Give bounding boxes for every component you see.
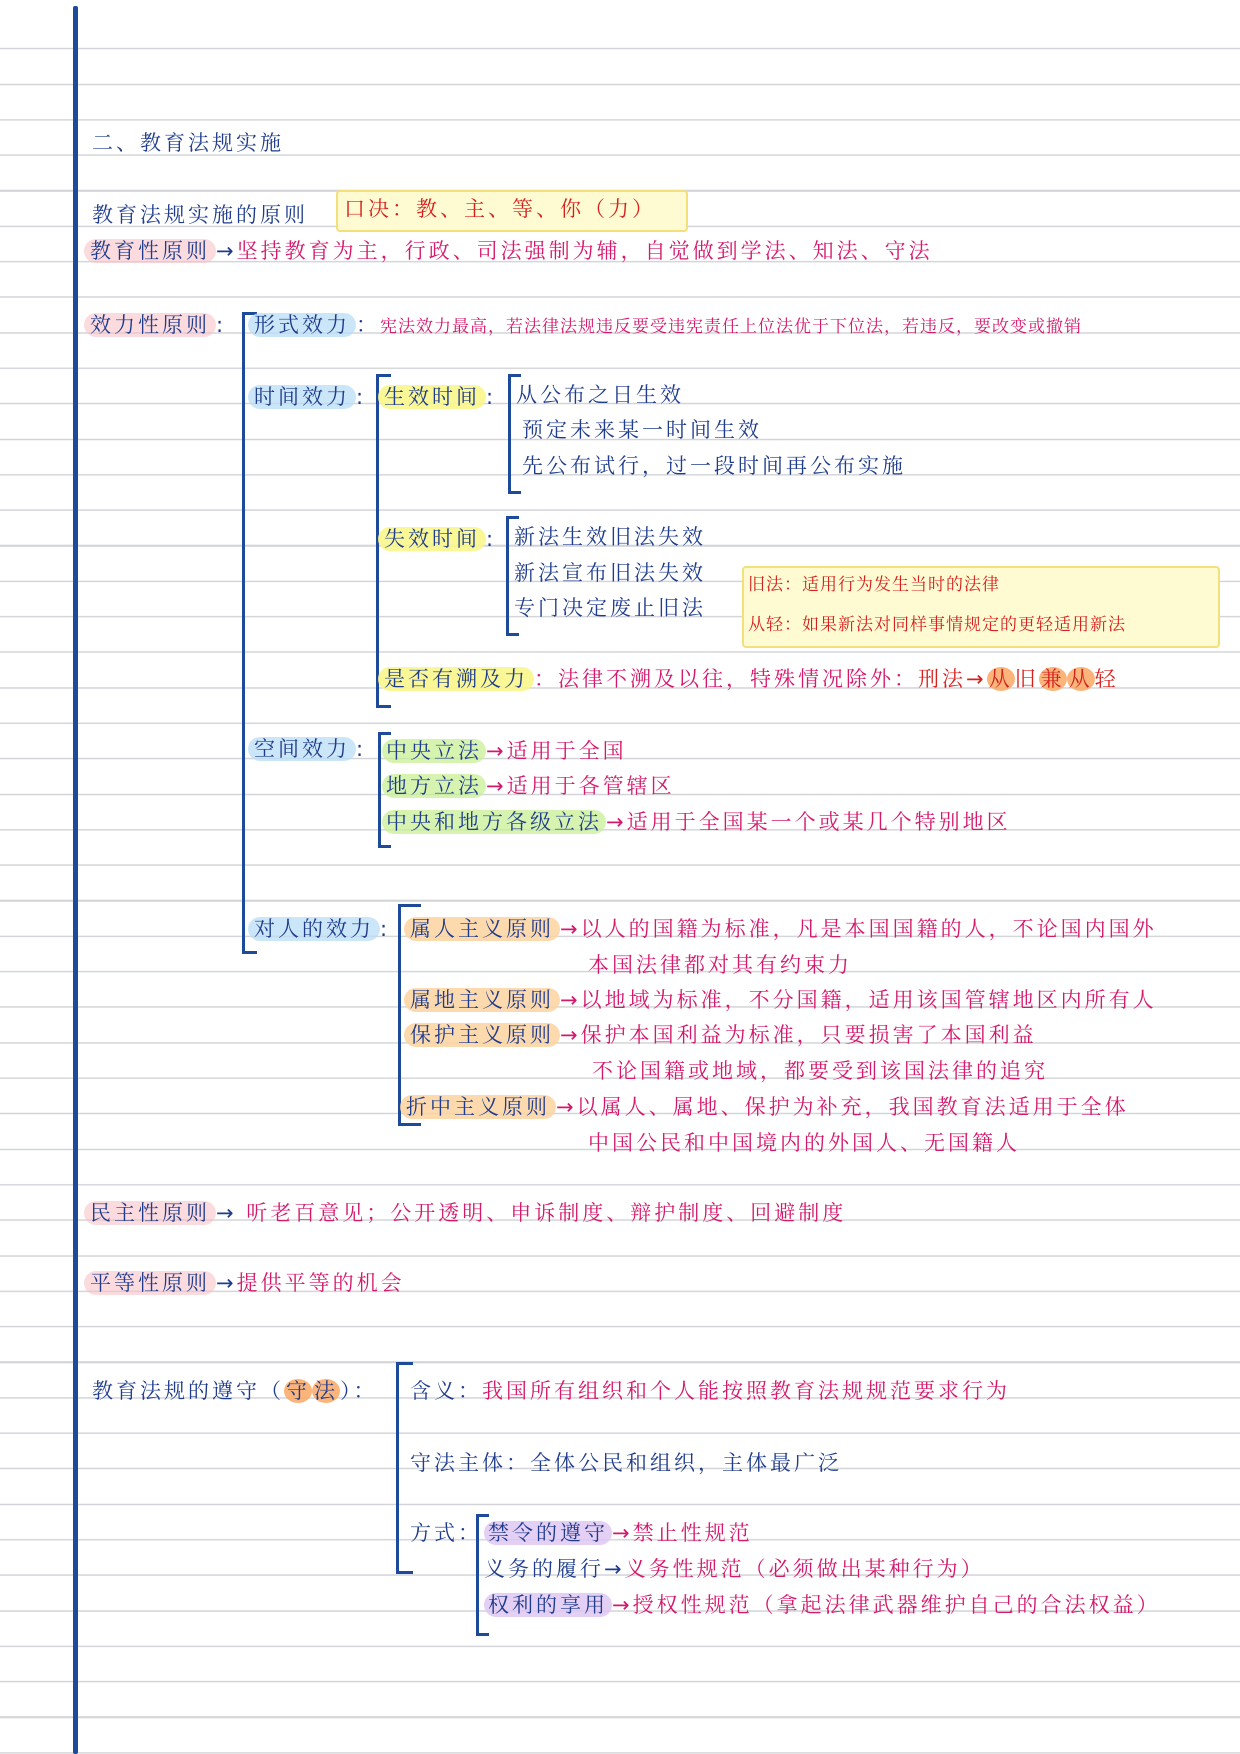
method-text: 义务性规范（必须做出某种行为） <box>624 1557 985 1581</box>
retroactive-label: 是否有溯及力 <box>378 667 534 691</box>
rule-char: 兼 <box>1040 667 1065 691</box>
arrow-icon: → <box>560 1023 581 1047</box>
person-effect-row <box>248 914 390 944</box>
notebook-margin-line <box>73 6 78 1754</box>
rule-char: 从 <box>1068 667 1093 691</box>
compliance-heading-hl: 法 <box>314 1379 338 1403</box>
method-text: 授权性规范（拿起法律武器维护自己的合法权益） <box>632 1593 1161 1617</box>
democratic-principle-text: 听老百意见；公开透明、申诉制度、辩护制度、回避制度 <box>246 1201 847 1225</box>
invalid-time-label: 失效时间 <box>378 527 486 551</box>
compliance-heading-hl: 守 <box>286 1379 310 1403</box>
formal-effect-text: 宪法效力最高，若法律法规违反要受违宪责任上位法优于下位法，若违反，要改变或撤销 <box>380 317 1082 337</box>
method-text: 禁止性规范 <box>632 1521 753 1545</box>
democratic-principle-row <box>84 1198 846 1228</box>
person-item-label: 属地主义原则 <box>404 988 560 1012</box>
list-item <box>484 1590 1161 1620</box>
time-effect-row <box>248 382 366 412</box>
formal-effect-label: 形式效力 <box>248 313 356 337</box>
retroactive-row <box>378 664 1119 694</box>
person-item-text-continued: 本国法律都对其有约束力 <box>588 953 852 977</box>
list-item: 先公布试行，过一段时间再公布实施 <box>522 454 906 478</box>
person-item-label: 折中主义原则 <box>400 1095 556 1119</box>
formal-effect-row <box>248 310 1082 342</box>
colon: ： <box>356 313 380 337</box>
colon: : <box>356 737 367 761</box>
list-item <box>404 1020 1037 1050</box>
rule-char: 轻 <box>1094 667 1119 691</box>
arrow-icon: → <box>216 239 237 263</box>
compliance-heading-post: ）： <box>340 1379 378 1403</box>
space-item-text: 适用于各管辖区 <box>506 774 675 798</box>
effect-principle-label: 效力性原则 <box>84 313 216 337</box>
methods-label: 方式： <box>410 1521 482 1545</box>
section-title: 二、教育法规实施 <box>92 131 284 155</box>
person-item-text-continued: 中国公民和中国境内的外国人、无国籍人 <box>588 1131 1020 1155</box>
rule-char: 旧 <box>1014 667 1039 691</box>
rule-char: 从 <box>988 667 1013 691</box>
compliance-heading-pre: 教育法规的遵守（ <box>92 1379 284 1403</box>
method-label: 禁令的遵守 <box>484 1521 612 1545</box>
education-principle-row <box>84 236 933 266</box>
compliance-heading <box>92 1376 378 1406</box>
colon: : <box>486 385 497 409</box>
method-label: 义务的履行 <box>484 1557 604 1581</box>
equality-principle-label: 平等性原则 <box>84 1271 216 1295</box>
invalid-time-row <box>378 524 496 554</box>
space-item-text: 适用于全国 <box>506 739 627 763</box>
space-item-label: 中央和地方各级立法 <box>382 810 606 834</box>
education-principle-text: 坚持教育为主，行政、司法强制为辅，自觉做到学法、知法、守法 <box>236 239 933 263</box>
criminal-law: 刑法 <box>918 667 966 691</box>
arrow-icon: → <box>606 810 627 834</box>
equality-principle-text: 提供平等的机会 <box>236 1271 405 1295</box>
person-item-label: 属人主义原则 <box>404 917 560 941</box>
colon: : <box>216 313 227 337</box>
arrow-icon: → <box>612 1521 633 1545</box>
arrow-icon: → <box>486 739 507 763</box>
arrow-icon: → <box>560 917 581 941</box>
compliance-meaning-row <box>410 1376 1010 1406</box>
democratic-principle-label: 民主性原则 <box>84 1201 216 1225</box>
note-old-law: 旧法：适用行为发生当时的法律 <box>748 575 1000 595</box>
list-item: 新法生效旧法失效 <box>514 525 706 549</box>
arrow-icon: → <box>216 1201 237 1225</box>
list-item <box>484 1554 985 1584</box>
mnemonic-text: 口决：教、主、等、你（力） <box>344 197 656 221</box>
effect-principle-row <box>84 310 226 340</box>
list-item <box>382 807 1011 837</box>
list-item: 预定未来某一时间生效 <box>522 418 762 442</box>
time-effect-label: 时间效力 <box>248 385 356 409</box>
arrow-icon: → <box>604 1557 625 1581</box>
person-effect-label: 对人的效力 <box>248 917 380 941</box>
retroactive-text: 法律不溯及以往，特殊情况除外： <box>558 667 918 691</box>
effective-time-label: 生效时间 <box>378 385 486 409</box>
colon: : <box>380 917 391 941</box>
arrow-icon: → <box>556 1095 577 1119</box>
colon: ： <box>534 667 558 691</box>
arrow-icon: → <box>216 1271 237 1295</box>
arrow-icon: → <box>486 774 507 798</box>
list-item <box>404 914 1157 944</box>
list-item <box>400 1092 1129 1122</box>
colon: : <box>486 527 497 551</box>
list-item: 从公布之日生效 <box>516 383 684 407</box>
education-principle-label: 教育性原则 <box>84 239 216 263</box>
person-item-text: 保护本国利益为标准，只要损害了本国利益 <box>580 1023 1037 1047</box>
meaning-label: 含义： <box>410 1379 482 1403</box>
equality-principle-row <box>84 1268 405 1298</box>
space-item-text: 适用于全国某一个或某几个特别地区 <box>626 810 1011 834</box>
colon: : <box>356 385 367 409</box>
space-effect-label: 空间效力 <box>248 737 356 761</box>
person-item-text: 以人的国籍为标准，凡是本国国籍的人，不论国内国外 <box>580 917 1157 941</box>
person-item-label: 保护主义原则 <box>404 1023 560 1047</box>
method-label: 权利的享用 <box>484 1593 612 1617</box>
list-item: 新法宣布旧法失效 <box>514 561 706 585</box>
arrow-icon: → <box>560 988 581 1012</box>
arrow-icon: → <box>612 1593 633 1617</box>
subject-label: 守法主体： <box>410 1451 530 1475</box>
compliance-subject-row <box>410 1448 842 1478</box>
space-item-label: 中央立法 <box>382 739 486 763</box>
meaning-text: 我国所有组织和个人能按照教育法规规范要求行为 <box>482 1379 1010 1403</box>
person-item-text-continued: 不论国籍或地域，都要受到该国法律的追究 <box>592 1059 1048 1083</box>
arrow-icon: → <box>966 667 987 691</box>
subject-text: 全体公民和组织，主体最广泛 <box>530 1451 842 1475</box>
list-item <box>382 736 627 766</box>
principles-heading: 教育法规实施的原则 <box>92 203 308 227</box>
space-item-label: 地方立法 <box>382 774 486 798</box>
list-item <box>382 771 675 801</box>
person-item-text: 以属人、属地、保护为补充，我国教育法适用于全体 <box>576 1095 1129 1119</box>
list-item <box>404 985 1157 1015</box>
list-item <box>484 1518 753 1548</box>
effective-time-row <box>378 382 496 412</box>
space-effect-row <box>248 734 366 764</box>
list-item: 专门决定废止旧法 <box>514 596 706 620</box>
note-lighter: 从轻：如果新法对同样事情规定的更轻适用新法 <box>748 615 1126 635</box>
person-item-text: 以地域为标准，不分国籍，适用该国管辖地区内所有人 <box>580 988 1157 1012</box>
